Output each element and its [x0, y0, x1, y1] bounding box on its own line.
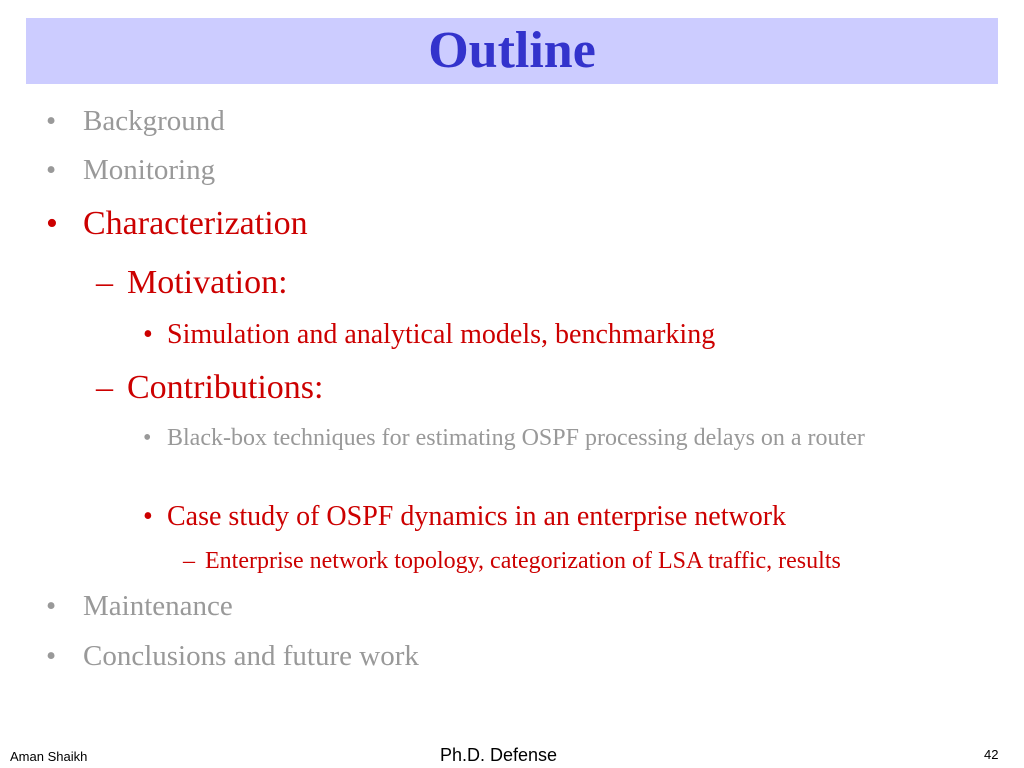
outline-item-label: Background [83, 105, 225, 137]
dash-marker: – [96, 264, 113, 301]
outline-item-label: Contributions: [127, 369, 324, 406]
footer-author: Aman Shaikh [10, 749, 88, 764]
bullet-marker: • [46, 640, 57, 672]
bullet-marker: • [143, 501, 153, 532]
slide-title: Outline [428, 22, 596, 79]
bullet-marker: • [46, 105, 57, 137]
bullet-marker: • [46, 154, 57, 186]
outline-item-label: Conclusions and future work [83, 640, 419, 672]
footer-title: Ph.D. Defense [440, 745, 558, 765]
outline-item-label: Case study of OSPF dynamics in an enterprise network [167, 501, 787, 532]
outline-item-label: Monitoring [83, 154, 216, 186]
outline-item-label: Simulation and analytical models, benchmarking [167, 319, 716, 350]
outline-item-label: Enterprise network topology, categorization of LSA traffic, results [205, 548, 841, 574]
outline-item-label: Black-box techniques for estimating OSPF processing delays on a router [167, 425, 865, 451]
outline-item-label: Characterization [83, 205, 308, 242]
bullet-marker: • [46, 590, 57, 622]
footer-page-number: 42 [984, 747, 999, 762]
bullet-marker: • [46, 205, 58, 242]
title-band [26, 18, 998, 84]
outline-item-label: Maintenance [83, 590, 233, 622]
bullet-marker: • [143, 425, 152, 451]
bullet-marker: • [143, 319, 153, 350]
dash-marker: – [96, 369, 113, 406]
outline-item-label: Motivation: [127, 264, 288, 301]
dash-marker: – [183, 548, 195, 574]
